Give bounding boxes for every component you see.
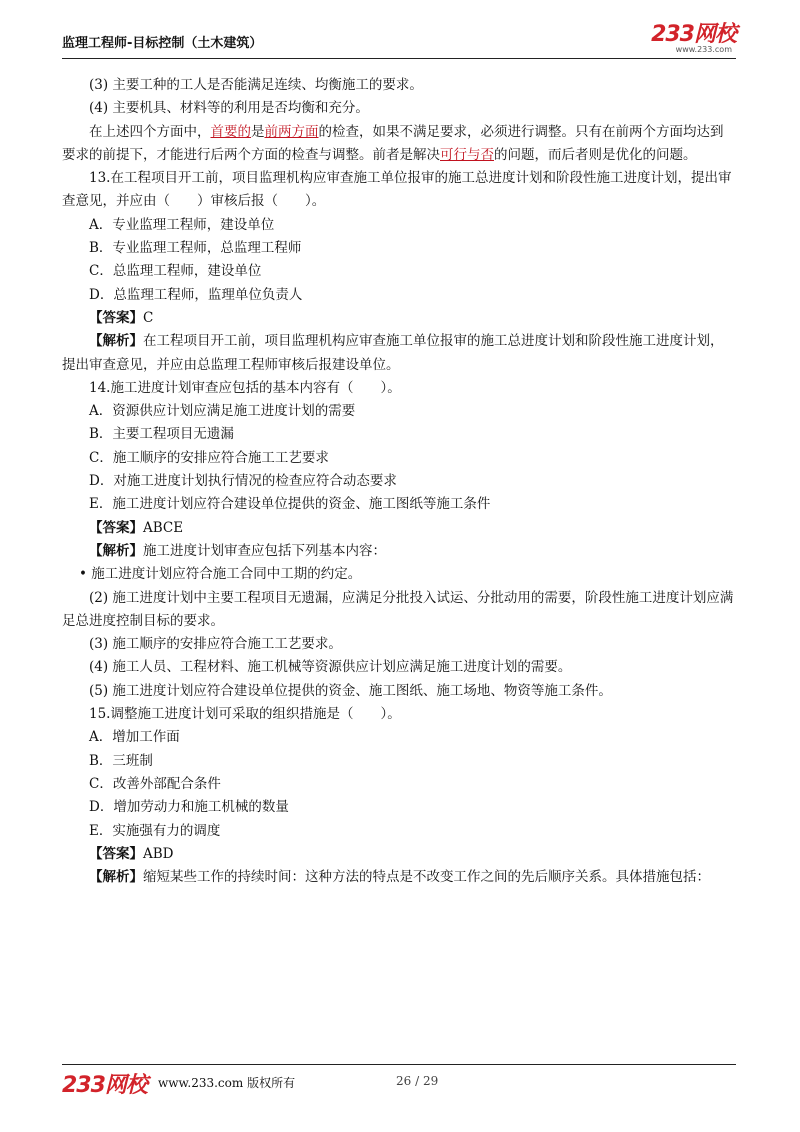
- question-14: 14.施工进度计划审查应包括的基本内容有（ ）。: [89, 379, 401, 396]
- highlight-text: 可行与否: [440, 146, 494, 163]
- header-title: 监理工程师-目标控制（土木建筑）: [62, 36, 263, 51]
- option-b: B．主要工程项目无遗漏: [89, 426, 234, 443]
- list-item: (3) 主要工种的工人是否能满足连续、均衡施工的要求。: [89, 77, 423, 93]
- analysis: 【解析】在工程项目开工前，项目监理机构应审查施工单位报审的施工总进度计划和阶段性施工进度计划，提出审查意见，并应由总监理工程师审核后报建设单位。: [62, 333, 724, 373]
- option-a: A．增加工作面: [89, 729, 180, 746]
- option-d: D．对施工进度计划执行情况的检查应符合动态要求: [89, 473, 397, 490]
- analysis: 【解析】缩短某些工作的持续时间：这种方法的特点是不改变工作之间的先后顺序关系。具体措施包括：: [89, 869, 710, 886]
- list-item: • 施工进度计划应符合施工合同中工期的约定。: [79, 566, 362, 583]
- option-c: C．施工顺序的安排应符合施工工艺要求: [89, 449, 329, 466]
- option-c: C．总监理工程师，建设单位: [89, 263, 262, 280]
- option-a: A．专业监理工程师，建设单位: [89, 216, 275, 233]
- header-divider: [62, 58, 736, 59]
- option-d: D．增加劳动力和施工机械的数量: [89, 799, 289, 816]
- option-b: B．三班制: [89, 752, 153, 769]
- list-item: (5) 施工进度计划应符合建设单位提供的资金、施工图纸、施工场地、物资等施工条件。: [89, 682, 612, 699]
- logo-url: www.233.com: [675, 45, 732, 54]
- option-c: C．改善外部配合条件: [89, 775, 221, 792]
- question-15: 15.调整施工进度计划可采取的组织措施是（ ）。: [89, 706, 401, 723]
- paragraph: 在上述四个方面中，首要的是前两方面的检查，如果不满足要求，必须进行调整。只有在前两个方面均达到要求的前提下，才能进行后两个方面的检查与调整。前者是解决可行与否的问题，而后者则是优化的问题。: [62, 123, 724, 163]
- page-footer: [62, 1068, 736, 1096]
- option-a: A．资源供应计划应满足施工进度计划的需要: [89, 403, 356, 420]
- list-item: (3) 施工顺序的安排应符合施工工艺要求。: [89, 636, 342, 653]
- highlight-text: 前两方面: [264, 123, 319, 140]
- option-e: E．施工进度计划应符合建设单位提供的资金、施工图纸等施工条件: [89, 496, 491, 513]
- question-13: 13.在工程项目开工前，项目监理机构应审查施工单位报审的施工总进度计划和阶段性施工进度计划，提出审查意见，并应由（ ）审核后报（ ）。: [62, 170, 732, 210]
- copyright-text: www.233.com 版权所有: [158, 1076, 296, 1090]
- brand-logo: [651, 24, 736, 54]
- option-e: E．实施强有力的调度: [89, 822, 221, 839]
- answer: 【答案】C: [89, 309, 154, 326]
- highlight-text: 首要的: [210, 123, 251, 140]
- document-body: [62, 74, 736, 889]
- list-item: (4) 主要机具、材料等的利用是否均衡和充分。: [89, 100, 369, 117]
- list-item: (2) 施工进度计划中主要工程项目无遗漏，应满足分批投入试运、分批动用的需要，阶段性施工进度计划应满足总进度控制目标的要求。: [62, 589, 734, 629]
- answer: 【答案】ABD: [89, 845, 174, 862]
- analysis: 【解析】施工进度计划审查应包括下列基本内容：: [89, 542, 386, 559]
- logo-text: 233网校: [651, 22, 736, 47]
- answer: 【答案】ABCE: [89, 519, 184, 536]
- footer-divider: [62, 1064, 736, 1065]
- footer-logo: 233网校: [62, 1073, 147, 1098]
- option-d: D．总监理工程师，监理单位负责人: [89, 286, 303, 303]
- list-item: (4) 施工人员、工程材料、施工机械等资源供应计划应满足施工进度计划的需要。: [89, 659, 572, 676]
- page-header: [62, 22, 736, 56]
- option-b: B．专业监理工程师，总监理工程师: [89, 240, 302, 257]
- page-number: 26 / 29: [396, 1074, 439, 1088]
